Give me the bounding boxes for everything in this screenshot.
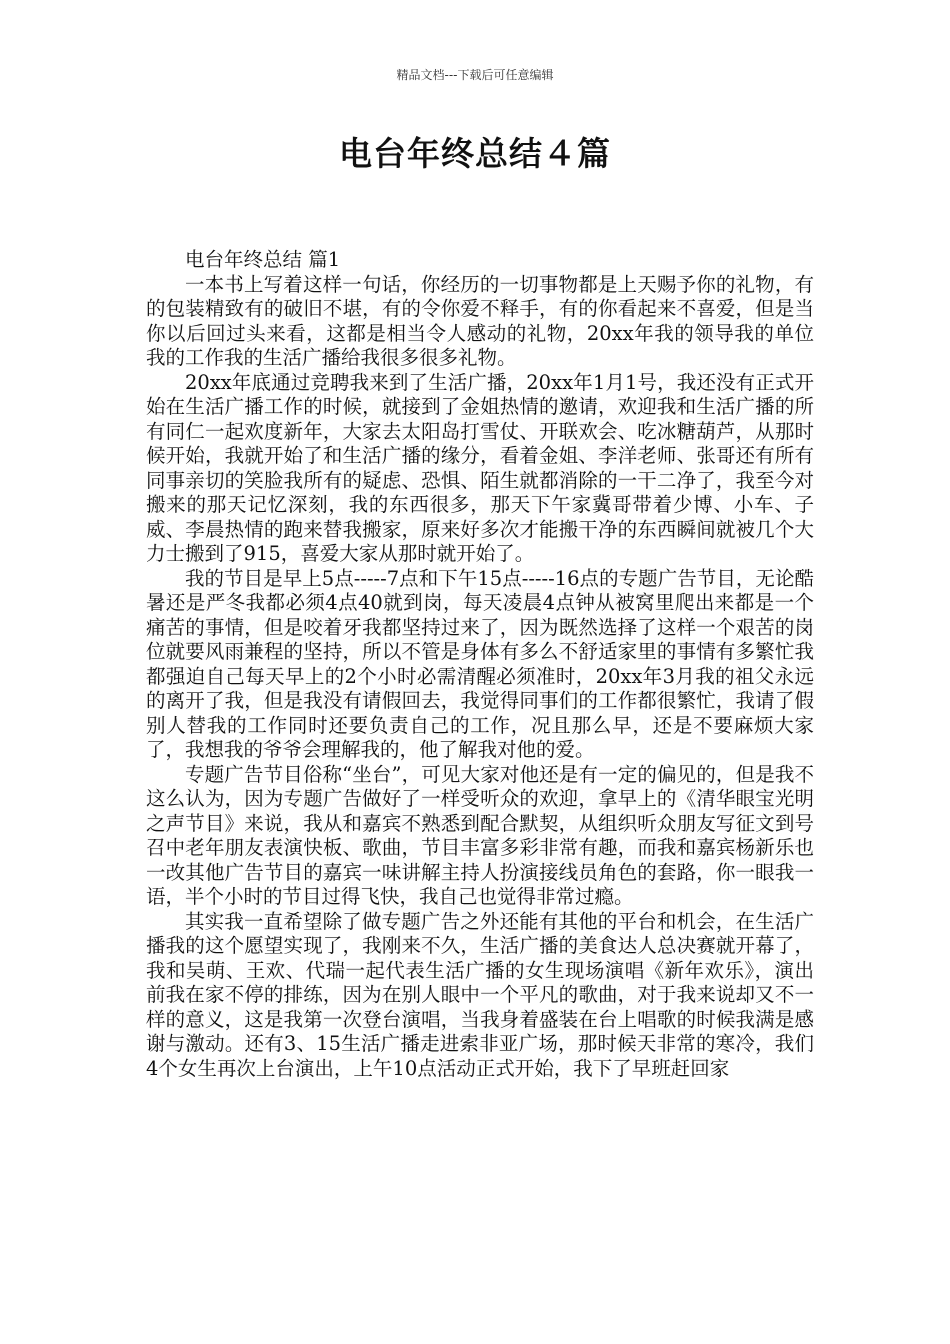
- document-body: [146, 248, 814, 1081]
- paragraph-1: 一本书上写着这样一句话，你经历的一切事物都是上天赐予你的礼物，有的包装精致有的破旧不堪，有的令你爱不释手，有的你看起来不喜爱，但是当你以后回过头来看，这都是相当令人感动的礼物，20xx年我的领导我的单位我的工作我的生活广播给我很多很多礼物。: [146, 272, 814, 369]
- page-header: 精品文档---下载后可任意编辑: [396, 68, 554, 82]
- paragraph-5: 其实我一直希望除了做专题广告之外还能有其他的平台和机会，在生活广播我的这个愿望实现了，我刚来不久，生活广播的美食达人总决赛就开幕了，我和吴萌、王欢、代瑞一起代表生活广播的女生现场演唱《新年欢乐》，演出前我在家不停的排练，因为在别人眼中一个平凡的歌曲，对于我来说却又不一样的意义，这是我第一次登台演唱，当我身着盛装在台上唱歌的时候我满是感谢与激动。还有3、15生活广播走进索非亚广场，那时候天非常的寒冷，我们4个女生再次上台演出，上午10点活动正式开始，我下了早班赶回家: [146, 909, 814, 1080]
- paragraph-2: 20xx年底通过竞聘我来到了生活广播，20xx年1月1号，我还没有正式开始在生活广播工作的时候，就接到了金姐热情的邀请，欢迎我和生活广播的所有同仁一起欢度新年，大家去太阳岛打雪仗、开联欢会、吃冰糖葫芦，从那时候开始，我就开始了和生活广播的缘分，看着金姐、李洋老师、张哥还有所有同事亲切的笑脸我所有的疑虑、恐惧、陌生就都消除的一干二净了，我至今对搬来的那天记忆深刻，我的东西很多，那天下午家冀哥带着少博、小车、子威、李晨热情的跑来替我搬家，原来好多次才能搬干净的东西瞬间就被几个大力士搬到了915，喜爱大家从那时就开始了。: [146, 370, 814, 565]
- section-heading: 电台年终总结 篇1: [185, 248, 341, 271]
- paragraph-4: 专题广告节目俗称“坐台”，可见大家对他还是有一定的偏见的，但是我不这么认为，因为专题广告做好了一样受听众的欢迎，拿早上的《清华眼宝光明之声节目》来说，我从和嘉宾不熟悉到配合默契，从组织听众朋友写征文到号召中老年朋友表演快板、歌曲，节目丰富多彩非常有趣，而我和嘉宾杨新乐也一改其他广告节目的嘉宾一味讲解主持人扮演接线员角色的套路，你一眼我一语，半个小时的节目过得飞快，我自己也觉得非常过瘾。: [146, 762, 814, 908]
- document-title: 电台年终总结４篇: [339, 134, 611, 173]
- paragraph-3: 我的节目是早上5点-----7点和下午15点-----16点的专题广告节目，无论酷暑还是严冬我都必须4点40就到岗，每天凌晨4点钟从被窝里爬出来都是一个痛苦的事情，但是咬着牙我都坚持过来了，因为既然选择了这样一个艰苦的岗位就要风雨兼程的坚持，所以不管是身体有多么不舒适家里的事情有多繁忙我都强迫自己每天早上的2个小时必需清醒必须准时，20xx年3月我的祖父永远的离开了我，但是我没有请假回去，我觉得同事们的工作都很繁忙，我请了假别人替我的工作同时还要负责自己的工作，况且那么早，还是不要麻烦大家了，我想我的爷爷会理解我的，他了解我对他的爱。: [146, 566, 814, 761]
